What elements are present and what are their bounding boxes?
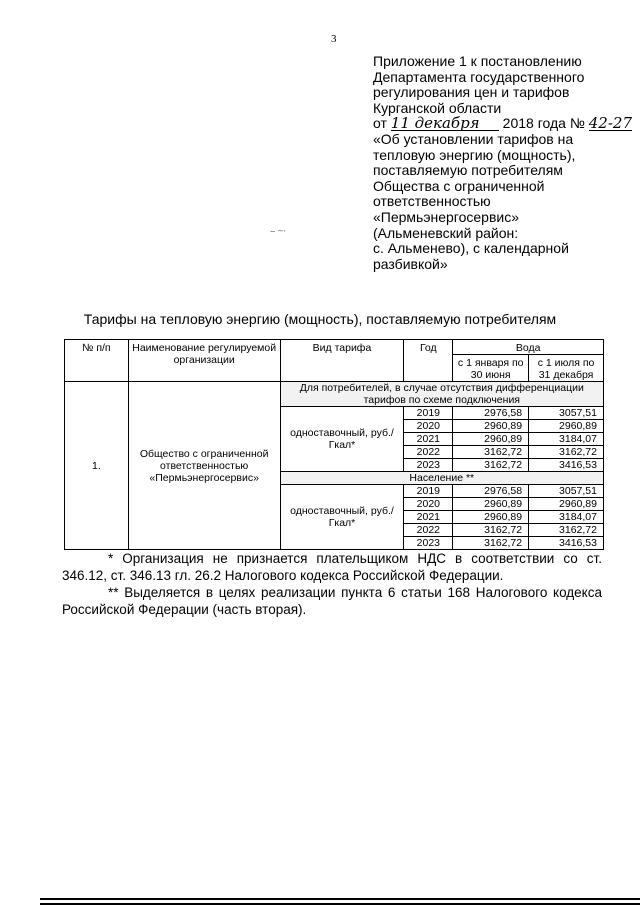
decree-title-line: «Об установлении тарифов на (373, 130, 574, 147)
footnotes (62, 550, 602, 618)
header-period-2: с 1 июля по 31 декабря (529, 355, 604, 382)
year-cell: 2020 (404, 498, 453, 511)
value-cell: 2960,89 (453, 511, 529, 524)
decree-title-line: тепловую энергию (мощность), (373, 146, 576, 163)
footnote-population: ** Выделяется в целях реализации пункта 6 статьи 168 Налогового кодекса Российской Федерации (часть вторая). (62, 585, 602, 617)
page-number: 3 (331, 33, 337, 45)
year-text: 2018 года № (502, 115, 585, 132)
header-water: Вода (453, 340, 604, 355)
scan-edge-line (40, 898, 640, 900)
decree-title-line: разбивкой» (373, 255, 448, 272)
value-cell: 2960,89 (453, 420, 529, 433)
year-cell: 2021 (404, 433, 453, 446)
header-year: Год (404, 340, 453, 382)
section-title-row (65, 382, 604, 407)
from-prefix: от (373, 115, 387, 132)
value-cell: 3416,53 (529, 459, 604, 472)
section-title: Население ** (280, 472, 603, 485)
appendix-line: Приложение 1 к постановлению (373, 53, 582, 69)
year-cell: 2019 (404, 485, 453, 498)
year-cell: 2023 (404, 537, 453, 550)
value-cell: 2960,89 (453, 433, 529, 446)
organization-name: Общество с ограниченной ответственностью «Пермьэнергосервис» (128, 382, 280, 550)
value-cell: 2976,58 (453, 485, 529, 498)
year-cell: 2022 (404, 446, 453, 459)
tariffs-table (64, 339, 604, 550)
handwritten-number: 42-27 (588, 114, 632, 133)
header-organization: Наименование регулируемой организации (128, 340, 280, 382)
appendix-line: Департамента государственного (373, 68, 585, 85)
value-cell: 3057,51 (529, 485, 604, 498)
year-cell: 2020 (404, 420, 453, 433)
handwritten-date: 11 декабря (390, 114, 480, 133)
value-cell: 2960,89 (529, 498, 604, 511)
value-cell: 3416,53 (529, 537, 604, 550)
year-cell: 2023 (404, 459, 453, 472)
decree-title-line: «Пермьэнергосервис» (373, 208, 519, 225)
year-cell: 2019 (404, 407, 453, 420)
footnote-vat: * Организация не признается плательщиком НДС в соответствии со ст. 346.12, ст. 346.13 гл. 26.2 Налогового кодекса Российской Федерации. (62, 551, 602, 583)
value-cell: 3162,72 (453, 524, 529, 537)
header-number: № п/п (65, 340, 129, 382)
decree-title-line: с. Альменево), с календарной (373, 240, 569, 257)
year-cell: 2021 (404, 511, 453, 524)
section-title: Для потребителей, в случае отсутствия дифференциации тарифов по схеме подключения (280, 382, 603, 407)
stamp-mark: ~ ~· (269, 225, 287, 237)
value-cell: 3184,07 (529, 511, 604, 524)
table-title: Тарифы на тепловую энергию (мощность), поставляемую потребителям (83, 311, 557, 327)
decree-title-line: поставляемую потребителям (373, 162, 563, 179)
appendix-line: Курганской области (373, 99, 502, 116)
decree-title-line: ответственностью (373, 193, 491, 210)
header-period-1: с 1 января по 30 июня (453, 355, 529, 382)
value-cell: 2960,89 (453, 498, 529, 511)
value-cell: 3162,72 (529, 446, 604, 459)
appendix-block (373, 54, 635, 272)
row-number: 1. (65, 382, 129, 550)
value-cell: 3162,72 (453, 459, 529, 472)
tariff-type: одноставочный, руб./Гкал* (280, 485, 404, 550)
value-cell: 3162,72 (453, 446, 529, 459)
year-cell: 2022 (404, 524, 453, 537)
value-cell: 2976,58 (453, 407, 529, 420)
appendix-line: регулирования цен и тарифов (373, 84, 570, 101)
header-tariff-type: Вид тарифа (280, 340, 404, 382)
table-header-row (65, 340, 604, 355)
decree-title-line: Общества с ограниченной (373, 177, 545, 194)
value-cell: 2960,89 (529, 420, 604, 433)
decree-title-line: (Альменевский район: (373, 224, 519, 241)
value-cell: 3184,07 (529, 433, 604, 446)
value-cell: 3057,51 (529, 407, 604, 420)
decree-date-line (373, 116, 635, 132)
value-cell: 3162,72 (529, 524, 604, 537)
tariff-type: одноставочный, руб./Гкал* (280, 407, 404, 472)
value-cell: 3162,72 (453, 537, 529, 550)
